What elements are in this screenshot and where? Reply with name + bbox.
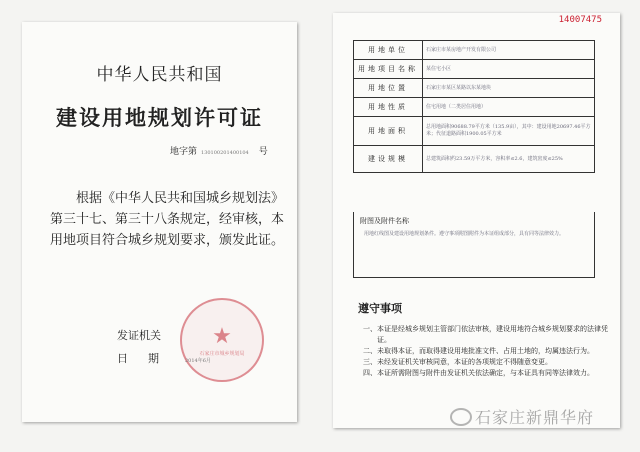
serial-number: 14007475 — [558, 15, 602, 25]
notice-item: 四、本证所需附图与附件由发证机关依法确定，与本证具有同等法律效力。 — [363, 369, 594, 377]
notice-item: 一、本证是经城乡规划主管部门依法审核，建设用地符合城乡规划要求的法律凭证。 — [363, 325, 608, 344]
watermark — [450, 405, 594, 428]
table-row — [354, 60, 595, 79]
table-row — [354, 117, 595, 146]
attachments-header: 附图及附件名称 — [360, 217, 409, 225]
notice-title: 遵守事项 — [358, 302, 402, 315]
wechat-icon — [450, 408, 472, 426]
permit-number-label: 地字第 — [170, 147, 198, 157]
permit-details-page — [333, 13, 620, 428]
table-row — [354, 98, 595, 117]
table-row — [354, 79, 595, 98]
permit-number — [170, 144, 268, 157]
date-label: 日期 — [117, 352, 179, 365]
permit-number-value: 130100201400104 — [201, 150, 249, 156]
row-label: 用地性质 — [354, 98, 423, 117]
attachments-box — [353, 212, 595, 278]
row-value: 某住宅小区 — [423, 60, 595, 79]
issuer-label: 发证机关 — [117, 329, 161, 342]
attachments-content: 用地红线图及建设用地规划条件。遵守事项附图附件为本证组成部分，具有同等法律效力。 — [364, 231, 565, 237]
table-row — [354, 41, 595, 60]
row-value: 总建筑面积约23.59万平方米，容积率≤2.6，建筑密度≤25% — [423, 146, 595, 173]
row-label: 建设规模 — [354, 146, 423, 173]
row-value: 石家庄市某区某路以东某地块 — [423, 79, 595, 98]
country-name: 中华人民共和国 — [96, 65, 223, 85]
permit-cover-page — [22, 22, 297, 422]
official-seal — [180, 298, 264, 382]
seal-date: 2014年6月 — [185, 358, 211, 364]
permit-title: 建设用地规划许可证 — [56, 105, 263, 130]
land-info-table — [353, 40, 595, 173]
row-label: 用地面积 — [354, 117, 423, 146]
watermark-text: 石家庄新鼎华府 — [475, 408, 595, 427]
seal-star-icon: ★ — [212, 324, 232, 349]
seal-text: 石家庄市城乡规划局 — [199, 351, 245, 357]
notice-item: 二、未取得本证，而取得建设用地批准文件、占用土地的，均属违法行为。 — [363, 347, 594, 355]
notice-list — [363, 324, 613, 379]
row-label: 用地单位 — [354, 41, 423, 60]
notice-item: 三、未经发证机关审核同意，本证的各项规定不得随意变更。 — [363, 358, 552, 366]
permit-body-text: 根据《中华人民共和国城乡规划法》第三十七、第三十八条规定，经审核，本用地项目符合城乡规划要求，颁发此证。 — [50, 191, 285, 248]
row-value: 石家庄市某房地产开发有限公司 — [423, 41, 595, 60]
row-label: 用地项目名称 — [354, 60, 423, 79]
row-value: 总用地面积90688.79平方米（135.9亩），其中：建设用地20697.46平方米；代征道路面积1900.05平方米 — [423, 117, 595, 146]
row-label: 用地位置 — [354, 79, 423, 98]
permit-number-suffix: 号 — [258, 147, 268, 157]
table-row — [354, 146, 595, 173]
row-value: 住宅用地（二类居住用地） — [423, 98, 595, 117]
